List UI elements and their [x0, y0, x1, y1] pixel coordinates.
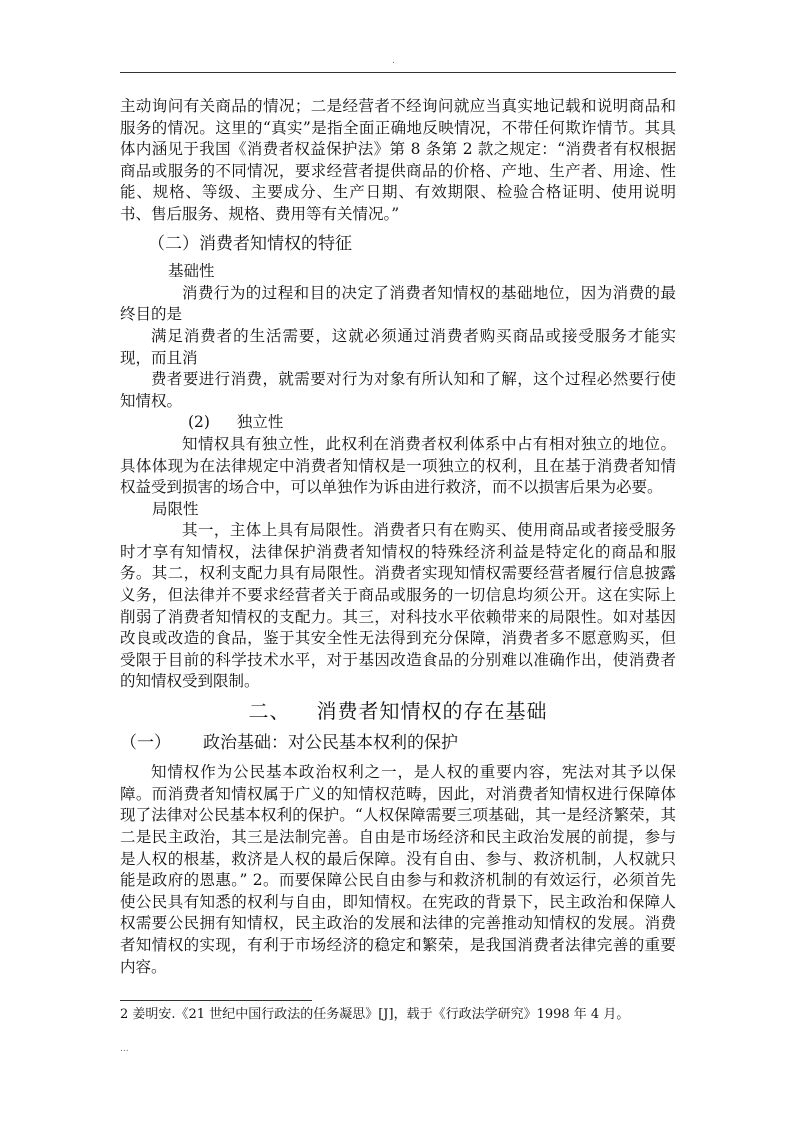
footnote-rule — [120, 1000, 312, 1001]
paragraph-basic-2: 满足消费者的生活需要，这就必须通过消费者购买商品或接受服务才能实现，而且消 — [120, 326, 676, 367]
feature-heading-independent — [188, 412, 676, 434]
paragraph-political: 知情权作为公民基本政治权利之一，是人权的重要内容，宪法对其予以保障。而消费者知情权属于广义的知情权范畴，因此，对消费者知情权进行保障体现了法律对公民基本权利的保护。“人权保障需要三项基础，其一是经济繁荣，其二是民主政治，其三是法制完善。自由是市场经济和民主政治发展的前提，参与是人权的根基，救济是人权的最后保障。没有自由、参与、救济机制，人权就只能是政府的恩惠。” 2。而要保障公民自由参与和救济机制的有效运行，必须首先使公民具有知悉的权利与自由，即知情权。在宪政的背景下，民主政治和保障人权需要公民拥有知情权，民主政治的发展和法律的完善推动知情权的发展。消费者知情权的实现，有利于市场经济的稳定和繁荣，是我国消费者法律完善的重要内容。 — [120, 763, 676, 976]
subsection-number: （一） — [120, 732, 171, 753]
header-rule — [120, 72, 676, 73]
paragraph-basic-1: 消费行为的过程和目的决定了消费者知情权的基础地位，因为消费的最终目的是 — [120, 283, 676, 324]
paragraph-limited: 其一，主体上具有局限性。消费者只有在购买、使用商品或者接受服务时才享有知情权，法律保护消费者知情权的特殊经济利益是特定化的商品和服务。其二，权利支配力具有局限性。消费者实现知情权需要经营者履行信息披露义务，但法律并不要求经营者关于商品或服务的一切信息均须公开。这在实际上削弱了消费者知情权的支配力。其三，对科技水平依赖带来的局限性。如对基因改良或改造的食品，鉴于其安全性无法得到充分保障，消费者多不愿意购买，但受限于目前的科学技术水平，对于基因改造食品的分别难以准确作出，使消费者的知情权受到限制。 — [120, 521, 676, 691]
feature-label-basic: 基础性 — [168, 262, 215, 281]
feature-label-limited: 局限性 — [152, 499, 199, 518]
header-mark: . — [392, 56, 395, 66]
paragraph-independent: 知情权具有独立性，此权利在消费者权利体系中占有相对独立的地位。具体体现为在法律规定中消费者知情权是一项独立的权利，且在基于消费者知情权益受到损害的场合中，可以单独作为诉由进行救济，而不以损害后果为必要。 — [120, 434, 676, 497]
subsection-heading-political — [120, 733, 676, 755]
feature-label-independent: 独立性 — [236, 413, 284, 432]
section-heading-basis — [120, 701, 676, 723]
paragraph-intro: 主动询问有关商品的情况；二是经营者不经询问就应当真实地记载和说明商品和服务的情况。这里的“真实”是指全面正确地反映情况，不带任何欺诈情节。其具体内涵见于我国《消费者权益保护法》第 8 条第 2 款之规定：“消费者有权根据商品或服务的不同情况，要求经营者提供商品的价格、产地、生产者、用途、性能、规格、等级、主要成分、生产日期、有效期限、检验合格证明、使用说明书、售后服务、规格、费用等有关情况。” — [120, 97, 676, 223]
footer-mark: ... — [120, 1044, 129, 1054]
feature-number-independent: (2) — [188, 413, 210, 432]
section-number: 二、 — [248, 699, 291, 724]
document-body — [120, 96, 676, 978]
footnote: 2 姜明安.《21 世纪中国行政法的任务凝思》[J]，载于《行政法学研究》1998 年 4 月。 — [120, 1007, 630, 1022]
section-heading-features: （二）消费者知情权的特征 — [148, 233, 352, 254]
section-title: 消费者知情权的存在基础 — [316, 699, 548, 724]
subsection-title: 政治基础：对公民基本权利的保护 — [203, 732, 458, 753]
paragraph-basic-3: 费者要进行消费，就需要对行为对象有所认知和了解，这个过程必然要行使知情权。 — [120, 370, 676, 410]
